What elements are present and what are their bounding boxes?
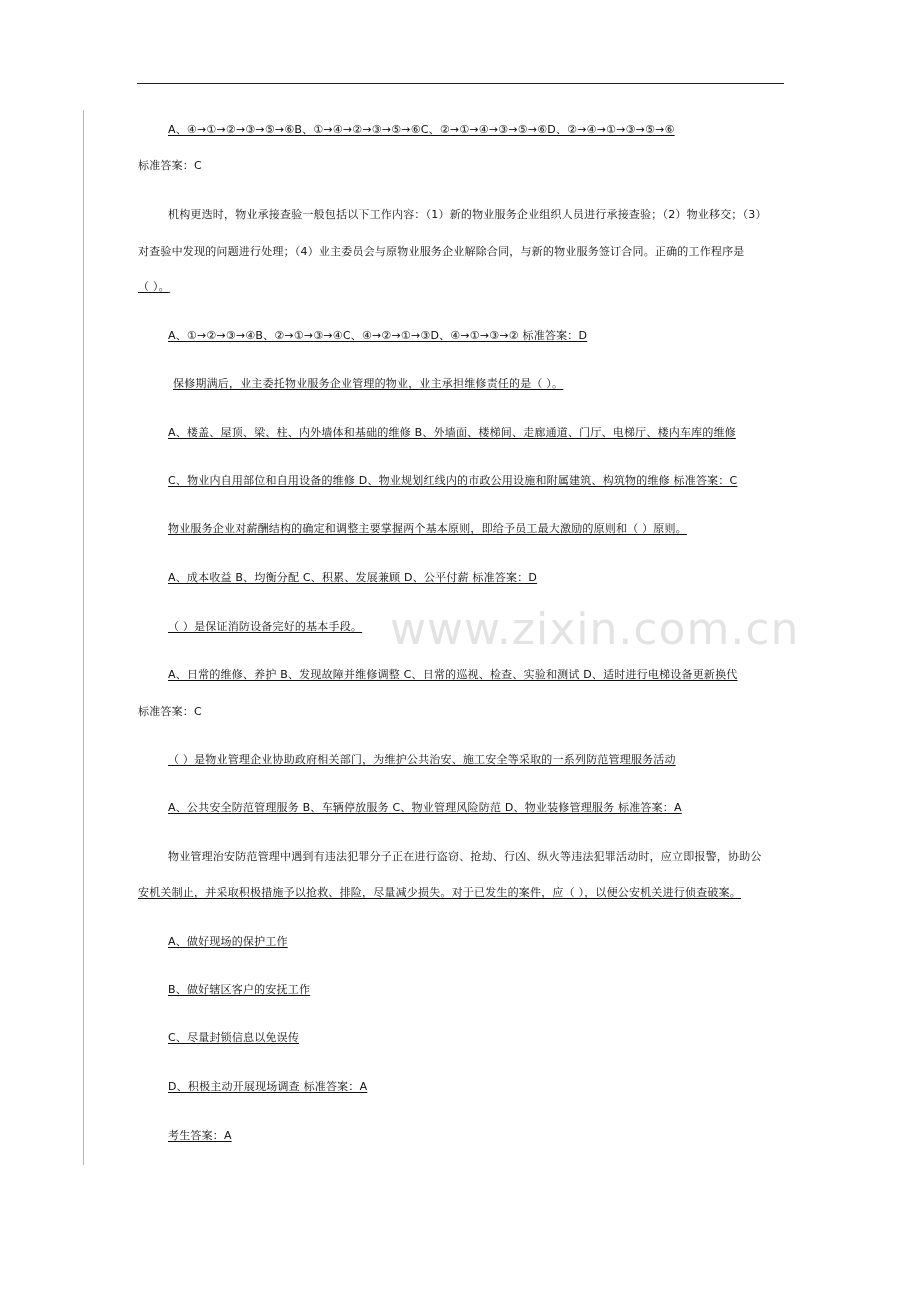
q7-option-b: B、做好辖区客户的安抚工作 (168, 983, 311, 996)
q5-options: A、日常的维修、养护 B、发现故障并维修调整 C、日常的巡视、检查、实验和测试 D、适时进行电梯设备更新换代 (168, 668, 738, 681)
watermark: www.zixin.com.cn (390, 604, 800, 655)
q7-option-d: D、积极主动开展现场调查 标准答案：A (168, 1080, 368, 1093)
examinee-answer: 考生答案：A (168, 1129, 232, 1142)
q4-options: A、成本收益 B、均衡分配 C、积累、发展兼顾 D、公平付薪 标准答案：D (168, 571, 538, 584)
q2-text-3: （ ）。 (138, 280, 170, 293)
q7-option-c: C、尽量封锁信息以免误传 (168, 1031, 300, 1044)
q3-text: 保修期满后，业主委托物业服务企业管理的物业，业主承担维修责任的是（ ）。 (173, 377, 564, 390)
q6-text: （ ）是物业管理企业协助政府相关部门，为维护公共治安、施工安全等采取的一系列防范管理服务活动 (168, 753, 676, 766)
left-margin-line (83, 110, 84, 1165)
q2-text-1: 机构更迭时，物业承接查验一般包括以下工作内容：（1）新的物业服务企业组织人员进行承接查验；（2）物业移交；（3） (168, 208, 767, 221)
q1-options: A、④→①→②→③→⑤→⑥B、①→④→②→③→⑤→⑥C、②→①→④→③→⑤→⑥D、②→④→①→③→⑤→⑥ (168, 123, 675, 136)
q7-text-1: 物业管理治安防范管理中遇到有违法犯罪分子正在进行盗窃、抢劫、行凶、纵火等违法犯罪活动时，应立即报警，协助公 (168, 850, 762, 863)
q7-text-2: 安机关制止，并采取积极措施予以抢救、排险，尽量减少损失。对于已发生的案件，应（ ），以便公安机关进行侦查破案。 (138, 886, 741, 899)
q3-options-1: A、楼盖、屋顶、梁、柱、内外墙体和基础的维修 B、外墙面、楼梯间、走廊通道、门厅、电梯厅、楼内车库的维修 (168, 426, 736, 439)
header-rule (137, 83, 784, 84)
q2-options: A、①→②→③→④B、②→①→③→④C、④→②→①→③D、④→①→③→② 标准答案：D (168, 329, 588, 342)
q6-options: A、公共安全防范管理服务 B、车辆停放服务 C、物业管理风险防范 D、物业装修管理服务 标准答案：A (168, 801, 682, 814)
q5-text: （ ）是保证消防设备完好的基本手段。 (168, 620, 363, 633)
q5-answer: 标准答案：C (138, 705, 202, 718)
q4-text: 物业服务企业对薪酬结构的确定和调整主要掌握两个基本原则，即给予员工最大激励的原则和（ ）原则。 (168, 522, 687, 535)
q1-answer: 标准答案：C (138, 159, 202, 172)
q7-option-a: A、做好现场的保护工作 (168, 935, 288, 948)
q2-text-2: 对查验中发现的问题进行处理；（4）业主委员会与原物业服务企业解除合同，与新的物业服务签订合同。正确的工作程序是 (138, 245, 745, 258)
q3-options-2: C、物业内自用部位和自用设备的维修 D、物业规划红线内的市政公用设施和附属建筑、构筑物的维修 标准答案：C (168, 474, 738, 487)
